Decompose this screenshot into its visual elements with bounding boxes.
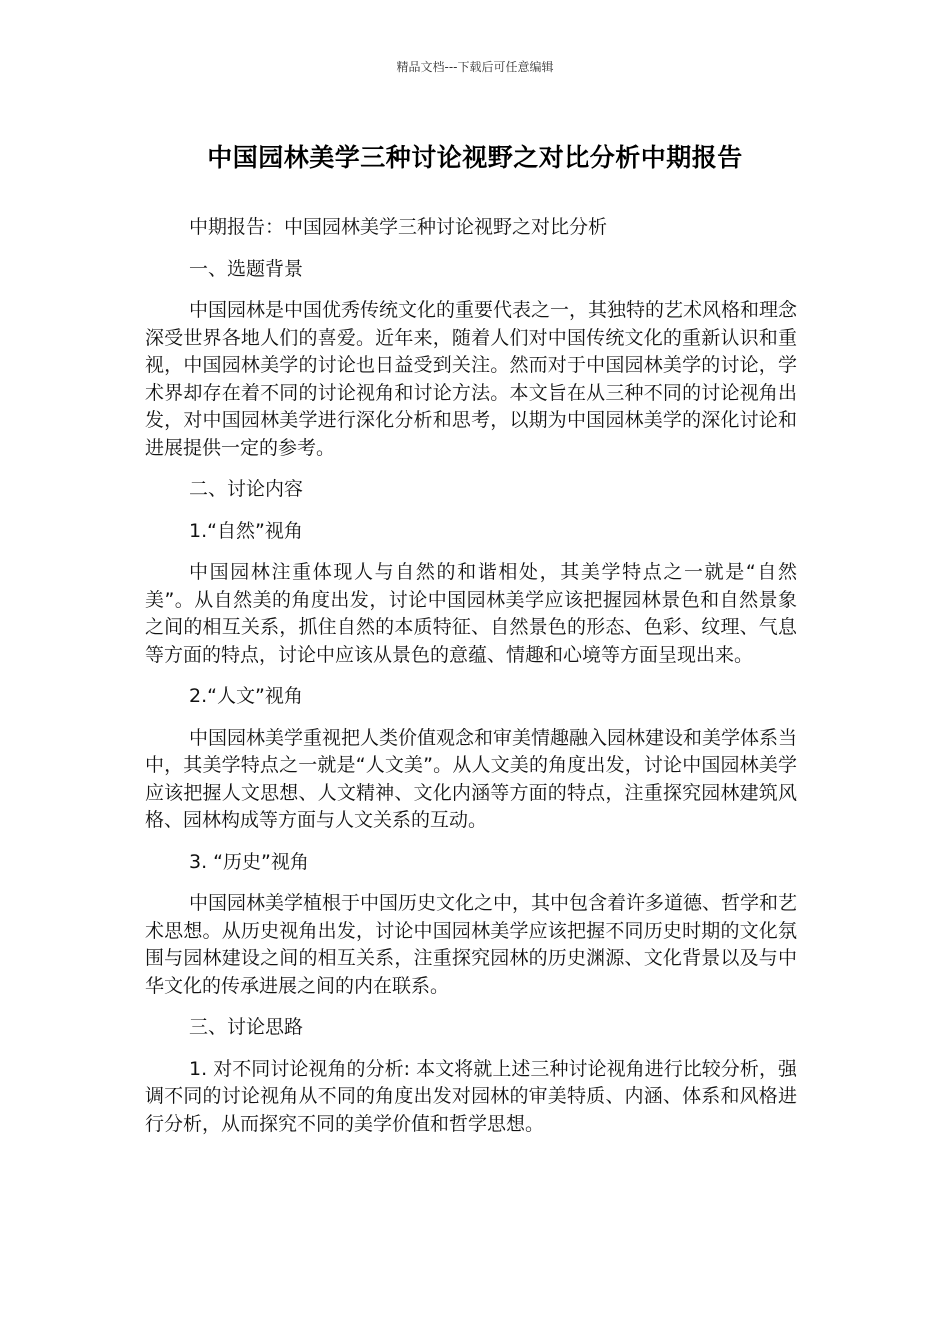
subheading-history: 3. “历史”视角 <box>189 850 309 873</box>
paragraph-history: 中国园林美学植根于中国历史文化之中，其中包含着许多道德、哲学和艺术思想。从历史视角出发，讨论中国园林美学应该把握不同历史时期的文化氛围与园林建设之间的相互关系，注重探究园林的历史渊源、文化背景以及与中华文化的传承进展之间的内在联系。 <box>145 892 798 997</box>
section-heading-approach: 三、讨论思路 <box>189 1016 304 1038</box>
paragraph-background: 中国园林是中国优秀传统文化的重要代表之一，其独特的艺术风格和理念深受世界各地人们的喜爱。近年来，随着人们对中国传统文化的重新认识和重视，中国园林美学的讨论也日益受到关注。然而对于中国园林美学的讨论，学术界却存在着不同的讨论视角和讨论方法。本文旨在从三种不同的讨论视角出发，对中国园林美学进行深化分析和思考，以期为中国园林美学的深化讨论和进展提供一定的参考。 <box>145 299 798 459</box>
document-body <box>145 214 797 1152</box>
paragraph-nature: 中国园林注重体现人与自然的和谐相处，其美学特点之一就是“自然美”。从自然美的角度出发，讨论中国园林美学应该把握园林景色和自然景象之间的相互关系，抓住自然的本质特征、自然景色的形态、色彩、纹理、气息等方面的特点，讨论中应该从景色的意蕴、情趣和心境等方面呈现出来。 <box>145 561 797 666</box>
section-heading-content: 二、讨论内容 <box>189 478 304 500</box>
section-heading-background: 一、选题背景 <box>189 257 304 280</box>
paragraph-humanities: 中国园林美学重视把人类价值观念和审美情趣融入园林建设和美学体系当中，其美学特点之一就是“人文美”。从人文美的角度出发，讨论中国园林美学应该把握人文思想、人文精神、文化内涵等方面的特点，注重探究园林建筑风格、园林构成等方面与人文关系的互动。 <box>145 726 798 831</box>
subheading-nature: 1.“自然”视角 <box>189 519 303 542</box>
subheading-humanities: 2.“人文”视角 <box>189 685 303 707</box>
document-title: 中国园林美学三种讨论视野之对比分析中期报告 <box>207 143 743 172</box>
page-header: 精品文档---下载后可任意编辑 <box>396 60 554 74</box>
subtitle: 中期报告：中国园林美学三种讨论视野之对比分析 <box>189 216 608 238</box>
paragraph-approach-1: 1. 对不同讨论视角的分析: 本文将就上述三种讨论视角进行比较分析，强调不同的讨论视角从不同的角度出发对园林的审美特质、内涵、体系和风格进行分析，从而探究不同的美学价值和哲学思想。 <box>145 1057 797 1135</box>
